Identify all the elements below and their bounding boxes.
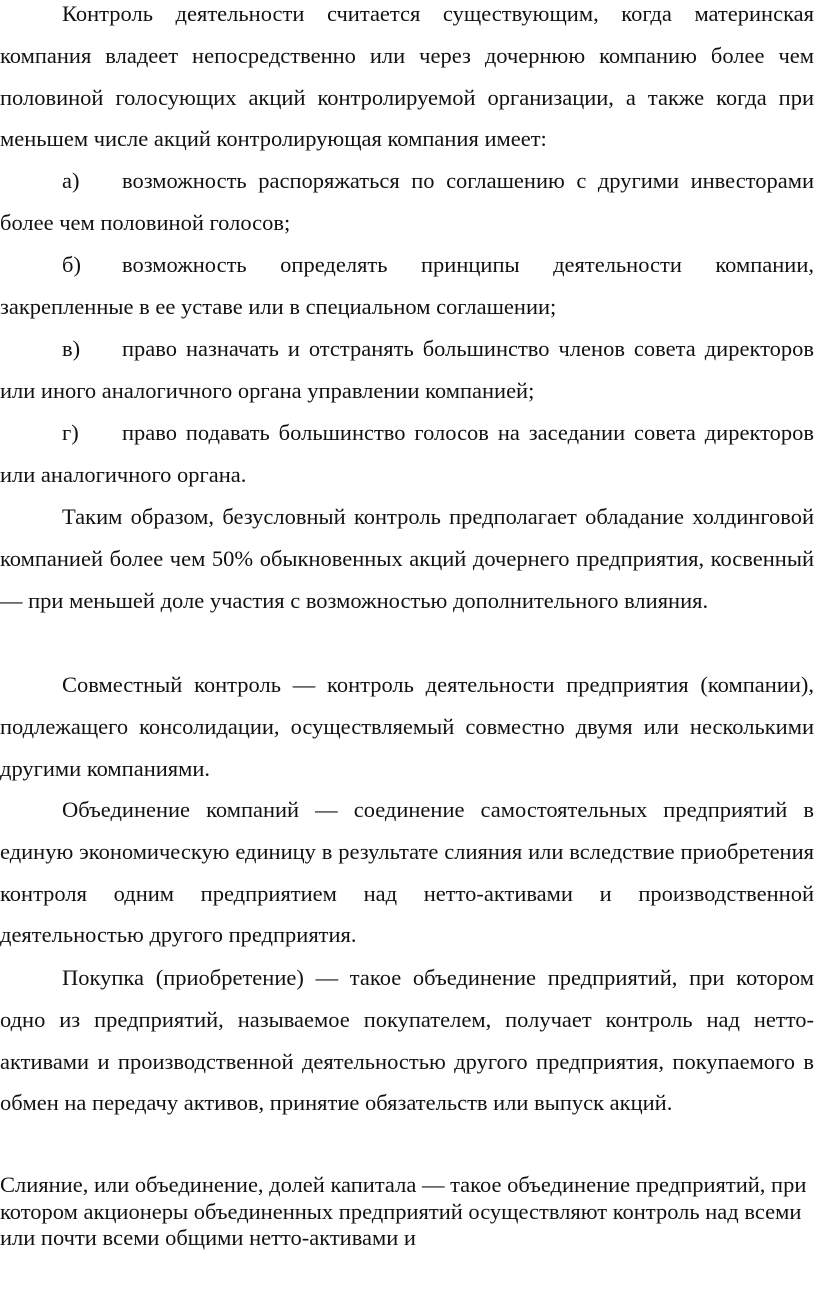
list-text-a: возможность распоряжаться по соглашению с другими инвесторами более чем половиной голосов; — [0, 168, 814, 235]
list-marker-c: в) — [62, 336, 81, 361]
list-marker-d: г) — [62, 420, 79, 445]
paragraph-unconditional-control: Таким образом, безусловный контроль предполагает обладание холдинговой компанией более чем 50% обыкновенных акций дочернего предприятия, косвенный — при меньшей доле участия с возможностью дополнительного влияния. — [0, 504, 814, 613]
paragraph-acquisition: Покупка (приобретение) — такое объединение предприятий, при котором одно из предприятий, называемое покупателем, получает контроль над нетто-активами и производственной деятельностью другого предприятия, покупаемого в обмен на передачу активов, принятие обязательств или выпуск акций. — [0, 965, 814, 1116]
list-item-d — [0, 412, 814, 496]
list-item-b — [0, 244, 814, 328]
paragraph-joint-control: Совместный контроль — контроль деятельности предприятия (компании), подлежащего консолидации, осуществляемый совместно двумя или несколькими другими компаниями. — [0, 672, 814, 781]
paragraph-merger-fragment: Слияние, или объединение, долей капитала — такое объединение предприятий, при котором акционеры объединенных предприятий осуществляют контроль над всеми или почти всеми общими нетто-активами и — [0, 1172, 807, 1250]
list-text-d: право подавать большинство голосов на заседании совета директоров или аналогичного органа. — [0, 420, 814, 487]
list-item-c — [0, 328, 814, 412]
list-text-c: право назначать и отстранять большинство членов совета директоров или иного аналогичного органа управлении компанией; — [0, 336, 814, 403]
list-marker-a: а) — [62, 168, 80, 193]
list-text-b: возможность определять принципы деятельности компании, закрепленные в ее уставе или в специальном соглашении; — [0, 252, 814, 319]
list-marker-b: б) — [62, 252, 81, 277]
paragraph-control-definition: Контроль деятельности считается существующим, когда материнская компания владеет непосредственно или через дочернюю компанию более чем половиной голосующих акций контролируемой организации, а также когда при меньшем числе акций контролирующая компания имеет: — [0, 1, 814, 152]
paragraph-business-combination: Объединение компаний — соединение самостоятельных предприятий в единую экономическую единицу в результате слияния или вследствие приобретения контроля одним предприятием над нетто-активами и производственной деятельностью другого предприятия. — [0, 797, 814, 948]
list-item-a — [0, 160, 814, 244]
